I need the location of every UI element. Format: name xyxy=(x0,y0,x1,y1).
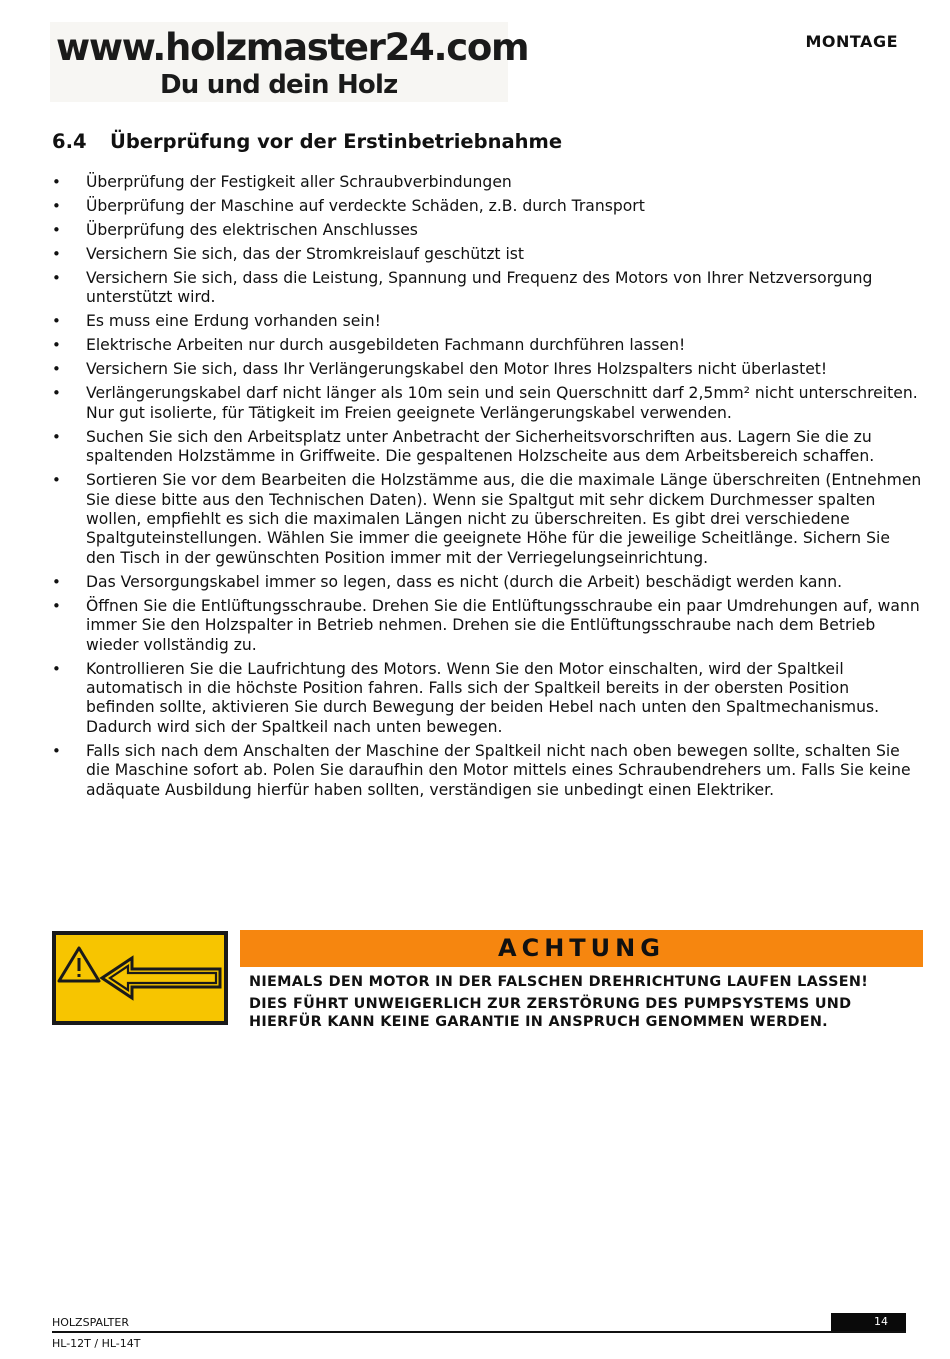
heading-number: 6.4 xyxy=(52,130,87,153)
bullet-icon: • xyxy=(52,741,61,760)
bullet-icon: • xyxy=(52,360,61,379)
page-number: 14 xyxy=(831,1313,906,1331)
page-heading xyxy=(52,130,562,153)
logo-url: www.holzmaster24.com xyxy=(56,26,529,69)
list-item: • Das Versorgungskabel immer so legen, dass es nicht (durch die Arbeit) beschädigt werden kann. xyxy=(52,572,843,591)
list-item: • Sortieren Sie vor dem Bearbeiten die Holzstämme aus, die die maximale Länge überschreiten (Entnehmen Sie diese bitte aus den Technischen Daten). Wenn sie Spaltgut mit sehr dickem Durchmesser spalten wollen, empfiehlt es sich die maximalen Längen nicht zu überschreiten. Es gibt drei verschiedene Spaltguteinstellungen. Wählen Sie immer die geeignete Höhe für die jeweilige Scheitlänge. Sichern Sie den Tisch in der gewünschten Position immer mit der Verriegelungseinrichtung. xyxy=(52,471,922,567)
warning-line-2: DIES FÜHRT UNWEIGERLICH ZUR ZERSTÖRUNG DES PUMPSYSTEMS UND HIERFÜR KANN KEINE GARANTIE IN ANSPRUCH GENOMMEN WERDEN. xyxy=(249,995,852,1030)
list-item: • Versichern Sie sich, dass Ihr Verlängerungskabel den Motor Ihres Holzspalters nicht überlastet! xyxy=(52,360,828,379)
footer-model: HL-12T / HL-14T xyxy=(52,1337,141,1350)
list-item: • Suchen Sie sich den Arbeitsplatz unter Anbetracht der Sicherheitsvorschriften aus. Lagern Sie die zu spaltenden Holzstämme in Griffweite. Die gespaltenen Holzscheite aus dem Arbeitsbereich schaffen. xyxy=(52,427,875,466)
bullet-icon: • xyxy=(52,173,61,191)
bullet-icon: • xyxy=(52,336,61,355)
list-item: • Verlängerungskabel darf nicht länger als 10m sein und sein Querschnitt darf 2,5mm² nicht unterschreiten. Nur gut isolierte, für Tätigkeit im Freien geeignete Verlängerungskabel verwenden. xyxy=(52,384,918,422)
bullet-icon: • xyxy=(52,427,61,446)
warning-title: ACHTUNG xyxy=(498,934,665,962)
bullet-icon: • xyxy=(52,471,61,490)
list-item: • Versichern Sie sich, das der Stromkreislauf geschützt ist xyxy=(52,245,525,263)
bullet-icon: • xyxy=(52,269,61,287)
logo-slogan: Du und dein Holz xyxy=(160,70,398,100)
bullet-icon: • xyxy=(52,596,61,615)
bullet-icon: • xyxy=(52,384,61,403)
logo xyxy=(50,22,529,102)
bullet-icon: • xyxy=(52,221,61,239)
section-title: MONTAGE xyxy=(805,32,898,51)
warning-line-1: NIEMALS DEN MOTOR IN DER FALSCHEN DREHRICHTUNG LAUFEN LASSEN! xyxy=(249,974,869,990)
bullet-icon: • xyxy=(52,312,61,331)
bullet-icon: • xyxy=(52,245,61,263)
list-item: • Versichern Sie sich, dass die Leistung, Spannung und Frequenz des Motors von Ihrer Netzversorgung unterstützt wird. xyxy=(52,269,873,307)
bullet-icon: • xyxy=(52,659,61,678)
warning-text xyxy=(249,973,919,1035)
list-item: • Elektrische Arbeiten nur durch ausgebildeten Fachmann durchführen lassen! xyxy=(52,336,686,355)
list-item: • Kontrollieren Sie die Laufrichtung des Motors. Wenn Sie den Motor einschalten, wird der Spaltkeil automatisch in die höchste Position fahren. Falls sich der Spaltkeil bereits in der obersten Position befinden sollte, aktivieren Sie durch Bewegung der beiden Hebel nach unten den Spaltmechanismus. Dadurch wird sich der Spaltkeil nach unten bewegen. xyxy=(52,659,880,736)
footer-product: HOLZSPALTER xyxy=(52,1316,129,1329)
list-item: • Überprüfung der Maschine auf verdeckte Schäden, z.B. durch Transport xyxy=(52,197,645,215)
warning-arrow-icon xyxy=(52,931,228,1025)
checklist xyxy=(52,173,922,805)
bullet-icon: • xyxy=(52,197,61,215)
list-item: • Es muss eine Erdung vorhanden sein! xyxy=(52,312,381,331)
footer-divider xyxy=(52,1331,906,1333)
bullet-icon: • xyxy=(52,572,61,591)
list-item: • Falls sich nach dem Anschalten der Maschine der Spaltkeil nicht nach oben bewegen sollte, schalten Sie die Maschine sofort ab. Polen Sie daraufhin den Motor mittels eines Schraubendrehers um. Falls Sie keine adäquate Ausbildung hierfür haben sollten, verständigen sie unbedingt einen Elektriker. xyxy=(52,741,911,799)
heading-title: Überprüfung vor der Erstinbetriebnahme xyxy=(110,130,563,153)
list-item: • Überprüfung des elektrischen Anschlusses xyxy=(52,221,418,239)
list-item: • Überprüfung der Festigkeit aller Schraubverbindungen xyxy=(52,173,512,191)
list-item: • Öffnen Sie die Entlüftungsschraube. Drehen Sie die Entlüftungsschraube ein paar Umdrehungen auf, wann immer Sie den Holzspalter in Betrieb nehmen. Drehen sie die Entlüftungsschraube nach dem Betrieb wieder vollständig zu. xyxy=(52,596,920,654)
warning-banner xyxy=(240,930,923,967)
